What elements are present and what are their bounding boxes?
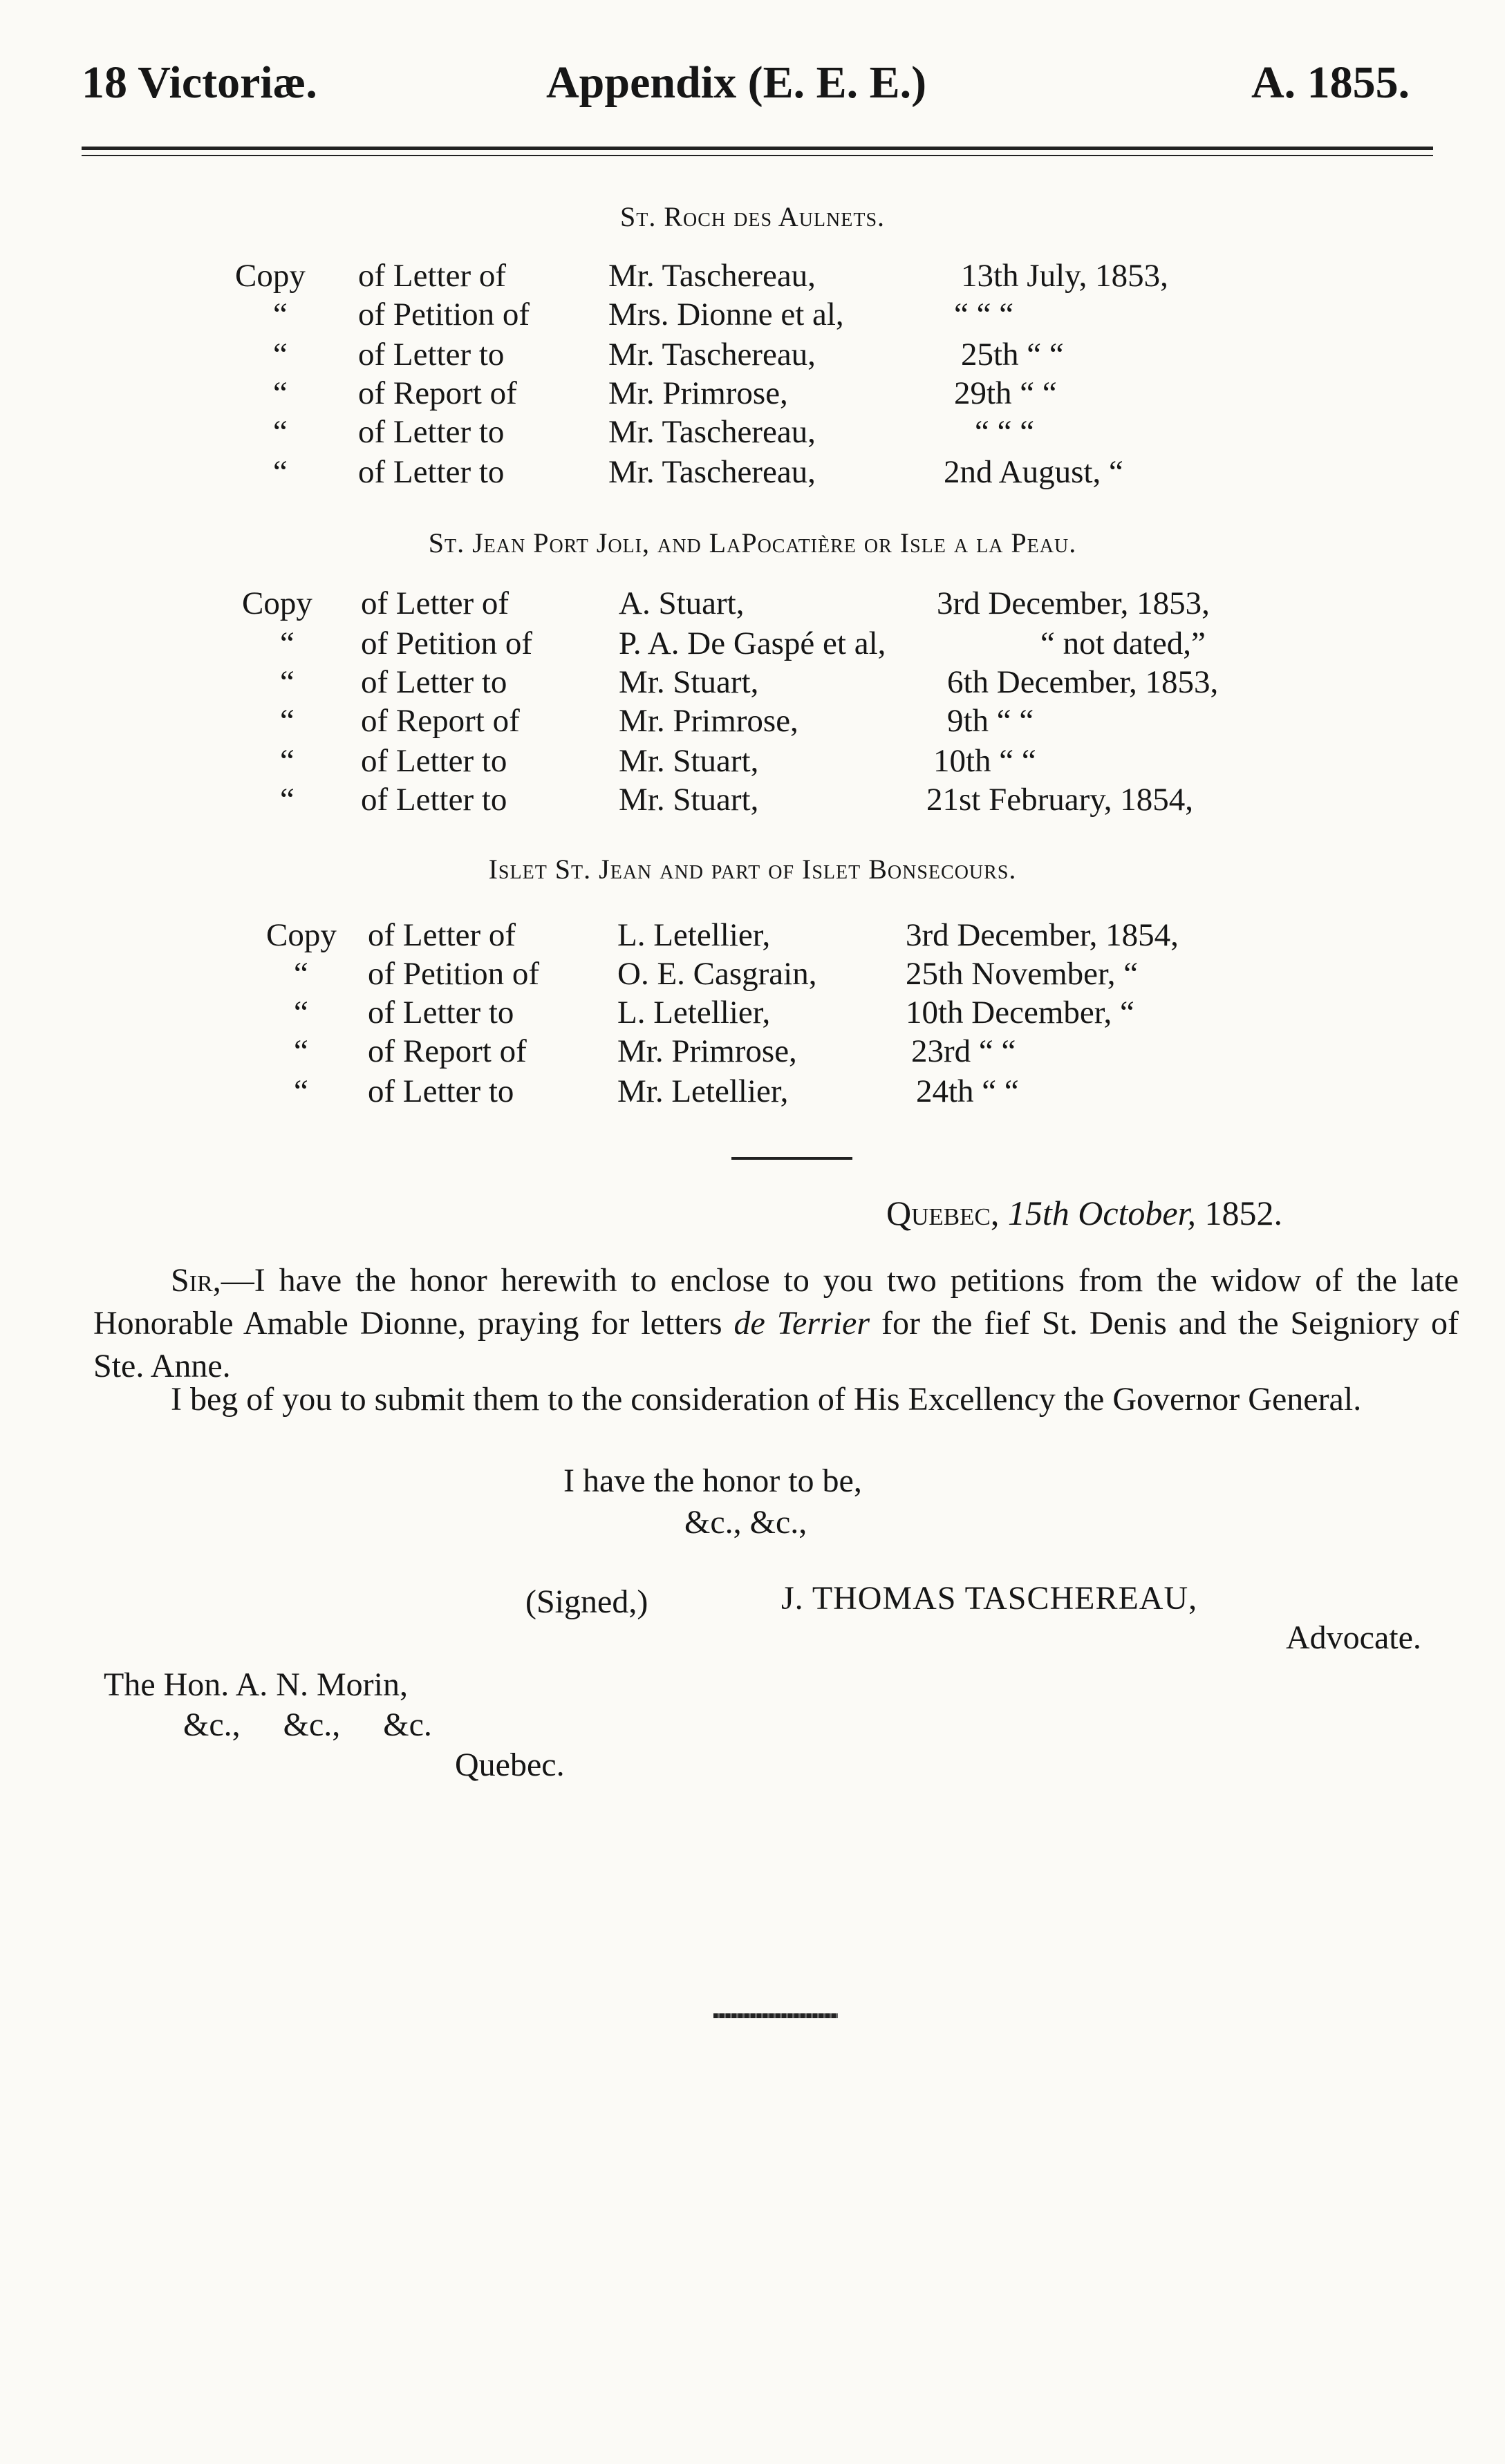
signed-label: (Signed,) (525, 1583, 648, 1620)
letter-closing-etc: &c., &c., (684, 1504, 807, 1541)
addressee: The Hon. A. N. Morin, (104, 1666, 408, 1703)
section-title: St. Jean Port Joli, and LaPocatière or Isle a la Peau. (428, 527, 1077, 558)
header-appendix: Appendix (E. E. E.) (546, 57, 927, 108)
signatory-title: Advocate. (1286, 1619, 1421, 1656)
signatory-name: J. THOMAS TASCHEREAU, (781, 1580, 1198, 1617)
header-rule-thin (82, 155, 1433, 156)
header-year: A. 1855. (1251, 57, 1410, 108)
addressee-place: Quebec. (455, 1747, 565, 1783)
letter-dateline: Quebec, 15th October, 1852. (886, 1194, 1283, 1232)
end-ornament (713, 2013, 838, 2018)
letter-closing: I have the honor to be, (563, 1463, 862, 1499)
document-page: 18 Victoriæ. Appendix (E. E. E.) A. 1855. St. Roch des Aulnets. Copy of Letter of Mr. Taschereau, 13th July, 1853, “ of Petition of Mrs. Dionne et al, “ “ “ “ of Letter to Mr. Taschereau, 25th “ “ “ of Report of Mr. Primrose, 29th “ “ “ of Letter to Mr. Taschereau, “ “ “ “ of Letter to Mr. Taschereau, 2nd August, “ St. Jean Port Joli, and LaPocatière or Isle a la Peau. Copy of Letter of A. Stuart, 3rd December, 1853, “ of Petition of P. A. De Gaspé et al, “ not dated,” “ of Letter to Mr. Stuart, 6th December, 1853, “ of Report of Mr. Primrose, 9th “ “ “ of Letter to Mr. Stuart, 10th “ “ “ of Letter to Mr. Stuart, 21st February, 1854, Islet St. Jean and part of Islet Bonsecours. Copy of Letter of L. Letellier, 3rd December, 1854, “ of Petition of O. E. Casgrain, 25th November, “ “ of Letter to L. Letellier, 10th December, “ “ of Report of Mr. Primrose, 23rd “ “ “ of Letter to Mr. Letellier, 24th “ “ Quebec, 15th October, 1852. Sir,—I have the honor herewith to enclose to you two petitions from the widow of the late Honorable Amable Dionne, praying for letters de Terrier for the fief St. Denis and the Seigniory of Ste. Anne. I beg of you to submit them to the consideration of His Excellency the Governor General. I have the honor to be, &c., &c., (Signed,) J. THOMAS TASCHEREAU, Advocate. The Hon. A. N. Morin, &c., &c., &c. Quebec. (0, 0, 1505, 2464)
letter-paragraph: I beg of you to submit them to the consideration of His Excellency the Governor General. (171, 1381, 1362, 1418)
header-rule (82, 147, 1433, 150)
section-title: Islet St. Jean and part of Islet Bonsecours. (488, 854, 1017, 885)
letter-paragraph: Sir,—I have the honor herewith to enclose to you two petitions from the widow of the late Honorable Amable Dionne, praying for letters de Terrier for the fief St. Denis and the Seigniory of Ste. Anne. (93, 1262, 1459, 1384)
divider (731, 1157, 852, 1160)
running-header (0, 57, 1505, 119)
header-session: 18 Victoriæ. (82, 57, 317, 108)
addressee-etc: &c., &c., &c. (183, 1706, 432, 1743)
section-title: St. Roch des Aulnets. (619, 201, 886, 232)
